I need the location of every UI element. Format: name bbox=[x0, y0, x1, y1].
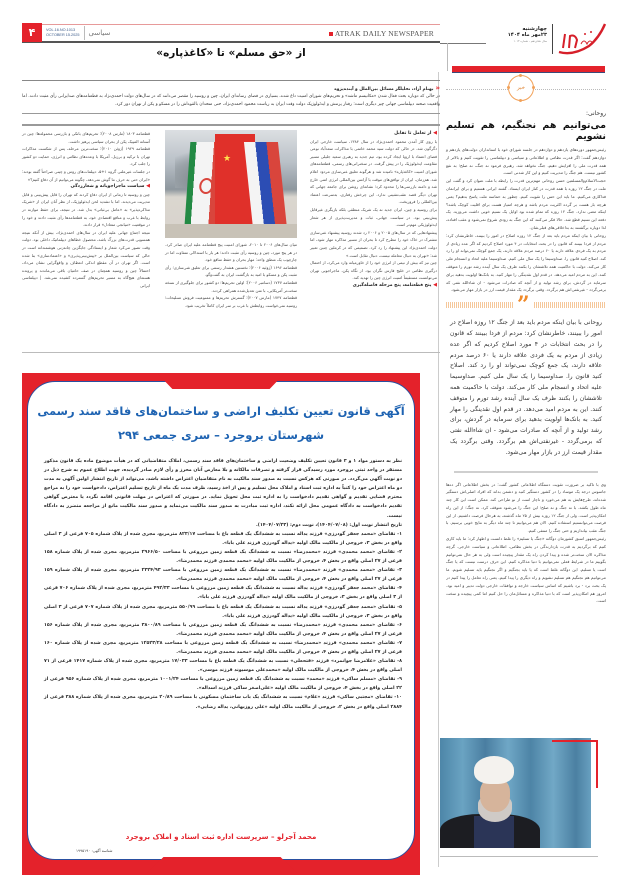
ad-signature: محمد آجرلو – سرپرست اداره ثبت اسناد و املاک بروجرد bbox=[125, 833, 317, 841]
legal-notice-ad bbox=[22, 373, 420, 875]
masthead-divider bbox=[552, 24, 553, 54]
masthead bbox=[440, 18, 615, 66]
issue-date-fa: ۲۳مهر ماه ۱۴۰۴ bbox=[507, 32, 547, 38]
paragraph: قطعنامه ۱۷۳۷ (دسامبر ۲۰۰۶): اولین تحریم‌ها؛ دو کشور برای جلوگیری از نسخه سخت‌تر آمریکایی، با متن تعدیل‌شده همراهی کردند. bbox=[165, 279, 298, 293]
photo-caption: میان سال‌های ۲۰۰۶ تا ۲۰۱۰، شورای امنیت پنج قطعنامه علیه ایران صادر کرد. در هر پنج مورد، چین و روسیه رأی مثبت دادند؛ هر بار با استدلالی متفاوت اما در چارچوب یک منطق واحد: مهار بحران و حفظ منافع خود. bbox=[165, 242, 298, 263]
photo-turban bbox=[474, 756, 514, 784]
volume-info bbox=[46, 26, 85, 40]
article-lead bbox=[22, 80, 440, 114]
news-body bbox=[446, 146, 606, 294]
masthead-red-bar bbox=[452, 66, 605, 72]
photo-bottom-rule bbox=[440, 856, 598, 857]
ad-subtitle: شهرستان بروجرد – سری جمعی ۲۹۴ bbox=[117, 428, 325, 442]
table-base bbox=[165, 224, 297, 238]
ad-item: ۲- تقاضای «محمد محمدی» فرزند «محمدرضا» نسبت به ششدانگ یک قطعه زمین مزروعی با مساحت ۲۹۶۶/۵۰ مترمربع، مجزی شده از پلاک شماره ۱۵۸ فرعی از ۲۷ اصلی واقع در بخش ۴، خروجی از مالکیت مالک اولیه «محمد محمدی فرزند محمدرضا». bbox=[44, 549, 402, 565]
brand-name-en: ATRAK DAILY NEWSPAPER bbox=[329, 29, 434, 38]
ad-item: ۱- تقاضای «محمد جعفر گودرزی» فرزند یداله نسبت به ششدانگ یک قطعه باغ با مساحت ۸۲۳/۱۷ مترمربع، مجزی شده از پلاک شماره ۷۰۵ فرعی از ۳ اصلی واقع در بخش ۳، خروجی از مالکیت مالک اولیه «یداله گودرزی فرزند علی بابا». bbox=[44, 531, 402, 546]
ad-item: ۱۰- تقاضای «مجتبی ساکی» فرزند «غلام» نسبت به ششدانگ یک باب ساختمان مسکونی با مساحت ۲۰/۸۹ مترمربع، مجزی شده از پلاک شماره ۳۸۸ فرعی از ۲۸۸۴ اصلی واقع در بخش ۲، خروجی از مالکیت مالک اولیه «علی روزبهانی، یداله رضایی». bbox=[44, 695, 402, 710]
subhead-five-resolutions: ◀ پنج قطعنامه، پنج مرحله فاصله‌گیری bbox=[310, 282, 437, 290]
ad-id: شناسه آگهی: ۱۹۹۵۱۹۰ bbox=[76, 848, 113, 853]
ad-item: ۸- تقاضای «غلامرضا جوانمرد» فرزند «فتحعلی» نسبت به ششدانگ یک قطعه باغ با مساحت ۱۷/۰۳۳ مترمربع، مجزی شده از پلاک شماره ۱۴۱۷ فرعی از ۷۱ اصلی واقع در بخش ۴، خروجی از مالکیت مالک اولیه «محمدعلی موسیوند فرزند موسی». bbox=[44, 659, 402, 674]
right-column-news bbox=[446, 74, 606, 605]
atrak-logo-icon bbox=[555, 22, 607, 56]
article-title: از «حق مسلم» تا «کاغذپاره» bbox=[156, 47, 306, 59]
paragraph: در جلسات غیرعلنی گروه ۱+۵، دیپلمات‌های روس و چینی صراحتاً گفته بودند: «ایران حتی به حرف ما گوش نمی‌دهد، چگونه می‌توانیم از آن دفاع کنیم؟» bbox=[22, 168, 151, 182]
photo-frame-accent bbox=[552, 740, 598, 742]
paragraph: پیشنهادهایی که در سال‌های ۲۰۰۵ و ۲۰۰۶ رد شدند روسیه پیشنهاد غنی‌سازی مشترک در خاک خود را مطرح کرد تا بحران از مسیر مذاکره مهار شود، اما دولت احمدی‌نژاد این پیشنهاد را رد کرد. تصمیمی که در کرملین چنین تعبیر شد: «تهران به دنبال معامله نیست، دنبال تقابل است.» bbox=[310, 229, 437, 258]
article-author: « بهنام آزاد، تحلیلگر مسائل بین‌الملل و آینده‌پژوه bbox=[22, 84, 440, 92]
ad-item: ۷- تقاضای «محمد محمدی» فرزند «محمدرضا» نسبت به ششدانگ یک قطعه زمین مزروعی با مساحت ۱۲۵۲۳/۲۸ مترمربع، مجزی شده از پلاک شماره ۱۶۰ فرعی از ۲۷ اصلی واقع در بخش ۴، خروجی از مالکیت مالک اولیه «محمد محمدی فرزند محمدرضا». bbox=[44, 640, 402, 655]
issue-weekday: چهارشنبه bbox=[522, 26, 547, 32]
paragraph: قطعنامه ۱۶۹۶ (ژوئیه ۲۰۰۶): نخستین هشدار رسمی برای تعلیق غنی‌سازی؛ رأی مثبت پکن و مسکو با امید به بازگشت ایران به گفت‌وگو. bbox=[165, 264, 297, 278]
columns-top-rule bbox=[22, 124, 440, 126]
pull-quote: روحانی با بیان اینکه مردم باید بعد از جنگ ۱۲ روزه اصلاح در امور را ببینند، خاطرنشان کرد: مردم از فردا ببینند که قانون را در بحث انتخابات در ۴ مورد اصلاح کردیم که اگر عده زیادی از مردم به یک فردی علاقه دارند یا ۶۰ درصد مردم علاقه دارند، یک جمع کوچک نمی‌تواند او را رد کند. اصلاح کنید قانون را. صداوسیما را یک سال ملی کنیم. صداوسیما علیه اتحاد و انسجام ملی کار می‌کند. دولت با حاکمیت همه تلاششان را بکنند ظرف یک سال آینده رشد تورم را متوقف کنند. این به مردم امید می‌دهد. در قدم اول نقدینگی را مهار کنید. به بانک‌ها اولویت بدهید برای سرمایه در گردش، برای رشد تولید و از آنچه که صادرات می‌شود - ان شاءالله نفتی که برمی‌گردد - غیرنفتی‌اش هم برگردد. وقتی برگردد یک مقدار قیمت ارز در بازار مهار می‌شود. bbox=[450, 319, 602, 456]
ad-dates: تاریخ انتشار نوبت اول: (۱۴۰۴/۰۷/۰۸)، نوبت دوم: (۱۴۰۴/۰۷/۲۳). bbox=[256, 522, 402, 528]
paragraph: برای روسیه و چین، ایران جدید نه یک شریک منطقی بلکه بازیگری غیرقابل پیش‌بینی بود. در سیاست جهانی، ثبات و مدیریت‌پذیری از هر شعار ایدئولوژیکی مهم‌تر است. bbox=[310, 206, 437, 228]
ad-top-tab bbox=[157, 373, 285, 389]
issue-date-en: OCTOBER 15.2025 bbox=[46, 33, 80, 37]
paragraph: قطعنامه ۱۸۰۳ (مارس ۲۰۰۸): تحریم‌های بانکی و بازرسی محموله‌ها؛ چین در آستانه المپیک پکن از بحران سیاسی پرهیز داشت. bbox=[22, 131, 151, 144]
flags-photo bbox=[165, 130, 297, 238]
masthead-vline bbox=[447, 43, 448, 71]
quote-mark-icon: ” bbox=[514, 292, 533, 318]
ad-intro: نظر به دستور مواد ۱ و ۳ قانون تعیین تکلیف وضعیت اراضی و ساختمان‌های فاقد سند رسمی، املاک متقاضیانی که در هیأت موضوع ماده یک قانون مذکور مستقر در واحد ثبتی بروجرد مورد رسیدگی قرار گرفته و تصرفات مالکانه و بلا معارض آنان محرز و رأی لازم صادر گردیده، جهت اطلاع عموم به شرح ذیل در دو نوبت آگهی می‌گردد. در صورتی که هرکس نسبت به صدور سند مالکیت به نام متقاضیان اعتراض داشته باشد، می‌تواند از تاریخ انتشار اولین آگهی به مدت دو ماه اعتراض خود را کتباً به اداره ثبت اسناد و املاک محل تسلیم و پس از اخذ رسید، ظرف مدت یک ماه از تاریخ تسلیم اعتراض، دادخواست خود را به مراجع محترم قضایی تقدیم و گواهی تقدیم دادخواست را به اداره ثبت محل تحویل نماید. در صورتی که اعتراض در مهلت قانونی اقامه نگردد یا معترض گواهی تقدیم دادخواست به دادگاه عمومی محل ارائه نکند، اداره ثبت مبادرت به صدور سند مالکیت می‌نماید و صدور سند مالکیت مانع از مراجعه متضرر به دادگاه نیست. bbox=[44, 459, 402, 519]
page-number: ۴ bbox=[22, 23, 42, 42]
divider bbox=[454, 471, 598, 473]
ad-item: ۴- تقاضای «محمد جعفر گودرزی» فرزند یداله نسبت به ششدانگ یک قطعه زمین مزروعی با مساحت ۴۹۲/۳۳ مترمربع، مجزی شده از پلاک شماره ۷۰۶ فرعی از ۳ اصلی واقع در بخش ۳، خروجی از مالکیت مالک اولیه «یداله گودرزی فرزند علی بابا». bbox=[44, 586, 402, 601]
ad-item: ۵- تقاضای «محمد جعفر گودرزی» فرزند یداله نسبت به ششدانگ یک قطعه باغ با مساحت ۵۵۰/۹۹ مترمربع، مجزی شده از پلاک شماره ۷۰۷ فرعی از ۳ اصلی واقع در بخش ۳، خروجی از مالکیت مالک اولیه «یداله گودرزی فرزند علی بابا». bbox=[44, 604, 402, 619]
paragraph: قطعنامه ۱۷۴۷ (مارس ۲۰۰۷): گسترش تحریم‌ها و ممنوعیت فروش تسلیحات؛ روسیه نمی‌خواست روابطش با غرب بر سر ایران کاملاً تخریب شود. bbox=[165, 295, 297, 308]
news-headline: می‌توانیم هم نجنگیم، هم تسلیم نشویم bbox=[446, 120, 606, 142]
photo-frame-accent bbox=[596, 740, 598, 788]
news-badge bbox=[508, 75, 534, 101]
paragraph: حجت‌الاسلام‌والمسلمین حسن روحانی مهم‌ترین قدرت را رابطه با ملت عنوان کرد و گفت این ملت در جنگ ۱۲ روزه با همه قدرت در کنار ایران ایستاد. گفتند ایرانی هستیم و برای ایرانمان فداکاری می‌کنیم. ما باید این حس را تقویت کنیم. چطور به حماسه ملت پاسخ بدهیم؟ یعنی هرچه بار هست بر گرده اکثریت مردم باشد و هرچه امتیاز هست برای اقلیت کوچک باشد؟ اینکه معنی ندارد. جنگ ۱۲ روزه که تمام شده بود اوایل یک نسیم خوبی داشت می‌وزید. یک دفعه این نسیم قطع شد. حالا فکر می‌کنند که این جنگ به زودی شروع نمی‌شود و عقب افتاده، لذا دوباره برگشتند به بداخلاقی‌های قبلی‌شان. bbox=[446, 178, 607, 230]
ad-item: ۹- تقاضای «مسلم ساکی» فرزند «محمد» نسبت به ششدانگ یک قطعه زمین مزروعی با مساحت ۱۰۰۱/۲۴ مترمربع، مجزی شده از پلاک شماره ۹۵۶ فرعی از ۲۲ اصلی واقع در بخش ۴، خروجی از مالکیت مالک اولیه «علی‌اصغر ساکی فرزند اسداله». bbox=[44, 677, 403, 692]
subhead-interaction: ◀ از تعامل تا تقابل bbox=[310, 130, 437, 138]
volume-number: VOL.16.NO.1013 bbox=[46, 28, 76, 32]
paragraph: با روی کار آمدن محمود احمدی‌نژاد در سال ۱۳۸۴، سیاست خارجی ایران دگرگون شد. در حالی که دولت سید محمد خاتمی با مذاکرات سعدآباد نوعی فضای اعتماد با اروپا ایجاد کرده بود، تیم جدید به رهبری سعید جلیلی مسیر مقاومت ایدئولوژیک را در پیش گرفت. در سخنرانی‌های رسمی، قطعنامه‌های شورای امنیت «کاغذپاره» نامیده شد و هرگونه تعلیق غنی‌سازی مردود اعلام شد. هم‌زمان، ایران از توافق‌های موقت با آژانس بین‌المللی انرژی اتمی خارج شد و دامنه بازرسی‌ها را محدود کرد؛ نشانه‌ای روشن برای جامعه جهانی که تهران دیگر قصد عقب‌نشینی ندارد. این چرخش رفتاری، به‌سرعت اعتماد بین‌المللی را فروریخت. bbox=[310, 138, 437, 205]
ad-content-box bbox=[27, 381, 415, 860]
paragraph: رئیس‌جمهور دوره‌های یازدهم و دوازدهم در جلسه شورای خود با استانداران دولت‌های یازدهم و دوازدهم گفت: اگر قدرت نظامی و اطلاعاتی و سیاسی و دیپلماسی را تقویت کنیم و بالاتر از همه قدرت ملی را افزایش دهیم، جنگ نخواهد شد. رهبری فرمود نه جنگ، نه صلح؛ به نفع کشور نیست. هم جنگ را مدیریت کنیم و این کار شدنی است. bbox=[446, 147, 606, 176]
column-divider bbox=[438, 72, 439, 867]
article-column-1 bbox=[310, 130, 437, 289]
paragraph: رئیس‌جمهور اسبق کشورمان دوگانه «جنگ یا تسلیم» را غلط دانست و اظهار کرد: ما باید کاری کنیم که برگردیم به قدرت بازدارندگی در بخش نظامی، اطلاعاتی و سیاست خارجی. گرچه مذاکره الان سخت‌تر شده و پیدا کردن راه یک مقدار پیچیده است ولی به هر حال نمی‌توانیم بگوییم ما در شرایط فعلی نمی‌توانیم با دنیا مذاکره کنیم. این حرف درست نیست که یا جنگ است یا تسلیم. این دوگانه غلط است که یا باید بجنگیم و اگر نجنگیم باید تسلیم شویم. ما می‌توانیم هم نجنگیم هم تسلیم نشویم و راه دیگری را پیدا کنیم، یعنی راه تعامل را پیدا کنیم در یک بحث برد - برد باشیم که اساس سیاست خارجه و توافقات خارجی دولت تدبیر و امید بود. امروز هم امکان‌پذیر است که با دنیا مذاکره و مسائل‌مان را حل کنیم اما کمی پیچیده و سخت است. bbox=[446, 536, 606, 604]
ad-item: ۳- تقاضای «محمد محمدی» فرزند «محمدرضا» نسبت به ششدانگ یک قطعه زمین مزروعی با مساحت ۲۳۲۴/۹۳ مترمربع، مجزی شده از پلاک شماره ۱۵۹ فرعی از ۲۷ اصلی واقع در بخش ۴، خروجی از مالکیت مالک اولیه «محمد محمدی فرزند محمدرضا». bbox=[44, 568, 402, 583]
issue-date bbox=[508, 26, 547, 43]
article-column-2 bbox=[165, 241, 297, 309]
paragraph: وی با تاکید بر ضرورت تقویت دستگاه اطلاعاتی کشور گفت: در بخش اطلاعاتی اگر ده‌ها جاسوس درجه یک موساد را در کشور دستگیر کنید و دشمن بداند که افراد اصلی‌اش دستگیر شده‌اند، طرح‌هایش به هم می‌خورد و ناچار است از نو طراحی کند. ممکن است این کار چند ماه طول بکشد. با نه جنگ و نه صلح؛ این جنگ را می‌شود متوقف کرد. نه جنگ؛ از این راه امکان‌پذیر است. ولی از جنگ ۱۲ روزه بیش از ۲۵ ماه گذشته، به هرحال فرصت داشتیم. از این فرصت می‌توانستیم استفاده کنیم. الان هم می‌توانیم تا چند ماه دیگر به نتایج خوبی برسیم. با جنگ عقب بیاندازیم و حتی جنگ را منتفی کنیم. bbox=[446, 481, 607, 534]
paragraph: نتیجه اجماع جهانی علیه ایران در سال‌های احمدی‌نژاد، بیش از آنکه نتیجه همسویی قدرت‌های بزرگ باشد، محصول خطاهای دیپلماتیک داخلی بود. دولت وقت تصور می‌کرد شعار و ایستادگی جایگزین چانه‌زنی هوشمندانه است در حالی که سیاست بین‌الملل بر «پیش‌بینی‌پذیری» و «اعتمادسازی» بنا شده است. اگر تهران در آن مقطع اندکی انعطاف و واقع‌گرایی نشان می‌داد، احتمالاً چین و روسیه همچنان در صف حامیان باقی می‌ماندند و پرونده هسته‌ای هیچ‌گاه به مسیر تحریم‌های گسترده کشیده نمی‌شد. | دیپلماسی ایرانی bbox=[22, 229, 150, 288]
ad-body bbox=[44, 457, 402, 712]
ad-title: آگهی قانون تعیین تکلیف اراضی و ساختمان‌های فاقد سند رسمی bbox=[37, 404, 405, 418]
news-badge-label: خبر bbox=[516, 85, 526, 91]
paragraph: چین نیز که بیش از نیمی از انرژی خود را از خاورمیانه وارد می‌کرد، از احتمال درگیری نظامی در خلیج فارس نگران بود. از نگاه پکن، ماجراجویی تهران می‌توانست مستقیماً امنیت انرژی چین را تهدید کند. bbox=[310, 260, 437, 281]
lead-text: در حالی که دوباره بحث فعال شدن «مکانیسم ماشه» و تحریم‌های شورای امنیت داغ شده، بسیاری در فضای رسانه‌ای ایران، چین و روسیه را مقصر می‌دانند که در سال‌های دولت احمدی‌نژاد به قطعنامه‌های ضدایرانی رأی مثبت دادند. اما واقعیت صحنه دیپلماسی جهانی چیز دیگری است: رفتار پرتنش و ایدئولوژیک دولت وقت ایران به ریاست محمود احمدی‌نژاد، حتی متحدان بالقوه‌اش را در مسکو و پکن از تهران دور کرد. bbox=[22, 94, 440, 107]
section-label: سیاسی bbox=[88, 29, 111, 37]
paragraph: روحانی با بیان اینکه مردم باید بعد از جنگ ۱۲ روزه اصلاح در امور را ببینند، خاطرنشان کرد: مردم از فردا ببینند که قانون را در بحث انتخابات در ۴ مورد اصلاح کردیم که اگر عده زیادی از مردم به یک فردی علاقه دارند یا ۶۰ درصد مردم علاقه دارند، یک جمع کوچک نمی‌تواند او را رد کند. اصلاح کنید قانون را. صداوسیما را یک سال ملی کنیم. صداوسیما علیه اتحاد و انسجام ملی کار می‌کند. دولت با حاکمیت همه تلاششان را بکنند ظرف یک سال آینده رشد تورم را متوقف کنند. این به مردم امید می‌دهد. در قدم اول نقدینگی را مهار کنید. به بانک‌ها اولویت بدهید برای سرمایه در گردش، برای رشد تولید و از آنچه که صادرات می‌شود - ان شاءالله نفتی که برمی‌گردد - غیرنفتی‌اش هم برگردد. وقتی برگردد یک مقدار قیمت ارز در بازار مهار می‌شود. bbox=[446, 232, 606, 293]
page-header-bar bbox=[22, 24, 440, 43]
news-kicker: روحانی: bbox=[585, 110, 606, 117]
ad-bottom-tab bbox=[145, 857, 299, 875]
quote-divider bbox=[446, 292, 606, 319]
columns-bottom-rule bbox=[22, 352, 440, 353]
article-column-3 bbox=[22, 130, 150, 289]
news-body-continued bbox=[446, 481, 606, 606]
subhead-adventurism: ◀ سیاست ماجراجویانه و شعارزدگی bbox=[22, 183, 150, 191]
news-badge-row bbox=[446, 74, 606, 104]
issue-subline: سال شانزدهم - شماره ۱۰۱۳ bbox=[513, 39, 547, 43]
paragraph: قطعنامه ۱۹۲۹ (ژوئن ۲۰۱۰): سخت‌ترین مرحله، پس از شکست مذاکرات تهران با ترکیه و برزیل. آمریکا با وعده‌های نظامی و انرژی، حمایت دو کشور را جلب کرد. bbox=[22, 146, 150, 167]
rouhani-photo bbox=[440, 738, 591, 848]
ad-item: ۶- تقاضای «محمد محمدی» فرزند «محمدرضا» نسبت به ششدانگ یک قطعه زمین مزروعی با مساحت ۳۸۰۰/۸۹ مترمربع، مجزی شده از پلاک شماره ۱۵۶ فرعی از ۲۷ اصلی واقع در بخش ۴، خروجی از مالکیت مالک اولیه «محمد محمدی فرزند محمدرضا». bbox=[44, 622, 402, 637]
paragraph: چین و روسیه تا زمانی از ایران دفاع کردند که تهران را قابل پیش‌بینی و قابل مدیریت می‌دیدند. اما با تشدید لحن ایدئولوژیک، از نظر آنان ایران از «شریک مذاکره‌پذیر» به «عامل بی‌ثباتی» بدل شد. در نتیجه، برای حفظ موازنه در روابط با غرب و منافع اقتصادی خود، به قطعنامه‌ها رأی مثبت دادند و خود را در موقعیت «میانجی متعادل» قرار دادند. bbox=[22, 191, 150, 228]
